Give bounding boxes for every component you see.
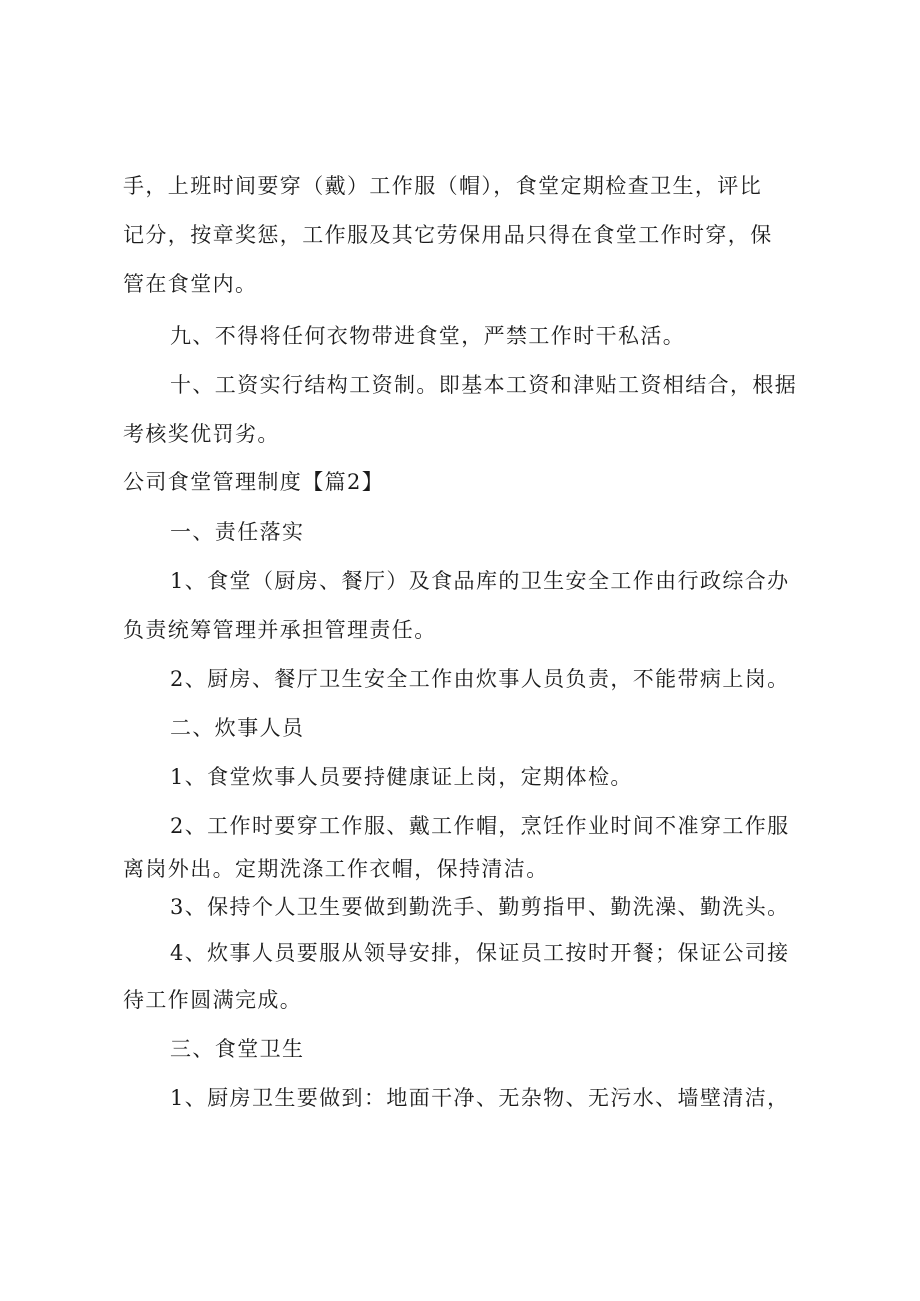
paragraph-line: 2、厨房、餐厅卫生安全工作由炊事人员负责，不能带病上岗。 [170,667,790,691]
paragraph-line: 管在食堂内。 [123,272,258,296]
paragraph-line: 1、厨房卫生要做到：地面干净、无杂物、无污水、墙壁清洁， [170,1086,790,1110]
paragraph-line: 1、食堂炊事人员要持健康证上岗，定期体检。 [170,765,633,789]
subsection-heading: 一、责任落实 [170,520,305,544]
paragraph-line: 4、炊事人员要服从领导安排，保证员工按时开餐；保证公司接 [170,941,790,965]
subsection-heading: 三、食堂卫生 [170,1037,305,1061]
paragraph-line: 负责统筹管理并承担管理责任。 [123,618,437,642]
subsection-heading: 二、炊事人员 [170,716,305,740]
paragraph-line: 十、工资实行结构工资制。即基本工资和津贴工资相结合，根据 [170,373,798,397]
paragraph-line: 1、食堂（厨房、餐厅）及食品库的卫生安全工作由行政综合办 [170,569,790,593]
paragraph-line: 待工作圆满完成。 [123,988,303,1012]
paragraph-line: 2、工作时要穿工作服、戴工作帽，烹饪作业时间不准穿工作服 [170,814,790,838]
paragraph-line: 手，上班时间要穿（戴）工作服（帽），食堂定期检查卫生，评比 [123,174,763,198]
paragraph-line: 记分，按章奖惩，工作服及其它劳保用品只得在食堂工作时穿，保 [123,223,773,247]
paragraph-line: 离岗外出。定期洗涤工作衣帽，保持清洁。 [123,857,549,881]
section-heading: 公司食堂管理制度【篇2】 [123,470,385,494]
paragraph-line: 考核奖优罚劣。 [123,422,280,446]
paragraph-line: 3、保持个人卫生要做到勤洗手、勤剪指甲、勤洗澡、勤洗头。 [170,895,790,919]
paragraph-line: 九、不得将任何衣物带进食堂，严禁工作时干私活。 [170,324,686,348]
